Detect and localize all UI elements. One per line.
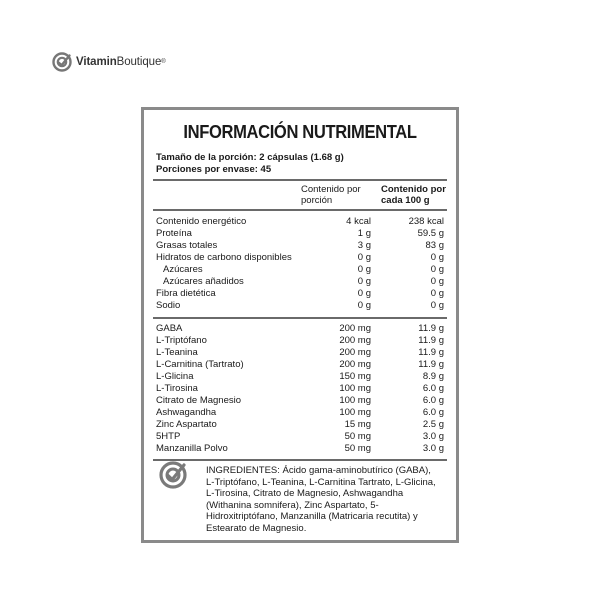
row-per-100g: 0 g [430,288,444,299]
divider [153,209,447,211]
col-header-per-serving: Contenido por porción [301,184,361,206]
table-row [156,359,444,371]
row-name: Citrato de Magnesio [156,395,242,406]
brand-name-bold: Vitamin [76,56,117,68]
row-per-100g: 59.5 g [417,228,444,239]
col-header-per-100g: Contenido por cada 100 g [381,184,446,206]
brand-name-light: Boutique [116,56,162,68]
row-name: GABA [156,323,183,334]
row-per-100g: 0 g [430,276,444,287]
brand-name [76,56,166,68]
target-check-icon [158,460,188,490]
row-per-100g: 0 g [430,300,444,311]
brand-reg-mark: ® [161,58,166,65]
row-per-serving: 15 mg [344,419,371,430]
table-row [156,252,444,264]
serving-info [156,152,344,175]
row-per-serving: 50 mg [344,431,371,442]
row-per-100g: 3.0 g [422,443,444,454]
table-row [156,443,444,455]
row-name: Grasas totales [156,240,218,251]
target-check-icon [52,52,72,72]
serving-size: Tamaño de la porción: 2 cápsulas (1.68 g) [156,152,344,163]
nutrition-label [141,107,459,543]
row-name: Manzanilla Polvo [156,443,228,454]
table-row [156,395,444,407]
table-row [156,288,444,300]
table-row [156,240,444,252]
row-per-serving: 3 g [357,240,371,251]
row-per-100g: 11.9 g [418,335,444,346]
row-per-100g: 0 g [430,252,444,263]
row-name: Proteína [156,228,192,239]
table-row [156,335,444,347]
row-per-serving: 0 g [357,300,371,311]
row-name: Contenido energético [156,216,247,227]
row-per-serving: 200 mg [339,335,371,346]
table-row [156,323,444,335]
row-per-serving: 200 mg [339,359,371,370]
row-per-100g: 238 kcal [408,216,444,227]
row-per-serving: 50 mg [344,443,371,454]
divider [153,179,447,181]
table-row [156,300,444,312]
row-per-serving: 1 g [357,228,371,239]
table-row [156,347,444,359]
row-name: Sodio [156,300,181,311]
row-per-100g: 11.9 g [418,359,444,370]
row-per-serving: 100 mg [339,383,371,394]
row-per-100g: 8.9 g [422,371,444,382]
brand-logo [52,52,166,72]
label-title: INFORMACIÓN NUTRIMENTAL [183,122,417,142]
ingredients-text: INGREDIENTES: Ácido gama-aminobutírico (GABA), L-Triptófano, L-Teanina, L-Carnitina Tartrato, L-Glicina, L-Tirosina, Citrato de Magnesio, Ashwagandha (Withanina somnifera), Zinc Aspartato, 5-Hidroxitriptófano, Manzanilla (Matricaria recutita) y Estearato de Magnesio. [206,465,436,534]
row-per-serving: 200 mg [339,323,371,334]
table-row [156,383,444,395]
row-name: Fibra dietética [156,288,216,299]
row-per-serving: 100 mg [339,407,371,418]
table-row [156,419,444,431]
row-name: Azúcares [163,264,203,275]
row-per-100g: 11.9 g [418,347,444,358]
row-per-serving: 0 g [357,252,371,263]
nutrient-table [156,216,444,312]
row-name: L-Triptófano [156,335,207,346]
divider [153,459,447,461]
row-name: Azúcares añadidos [163,276,244,287]
row-name: L-Tirosina [156,383,198,394]
row-name: L-Glicina [156,371,194,382]
row-per-100g: 83 g [425,240,444,251]
table-row [156,228,444,240]
row-per-100g: 6.0 g [422,407,444,418]
row-per-serving: 0 g [357,276,371,287]
row-name: L-Teanina [156,347,198,358]
actives-table [156,323,444,455]
row-name: Ashwagandha [156,407,217,418]
row-per-100g: 6.0 g [422,383,444,394]
servings-per-container: Porciones por envase: 45 [156,163,272,175]
row-name: 5HTP [156,431,181,442]
row-per-100g: 2.5 g [422,419,444,430]
row-per-100g: 3.0 g [422,431,444,442]
row-per-serving: 150 mg [339,371,371,382]
row-name: Zinc Aspartato [156,419,217,430]
row-per-serving: 4 kcal [346,216,371,227]
row-per-serving: 0 g [357,264,371,275]
table-row [156,407,444,419]
table-row [156,276,444,288]
row-name: L-Carnitina (Tartrato) [156,359,244,370]
table-row [156,264,444,276]
divider [153,317,447,319]
row-per-serving: 0 g [357,288,371,299]
row-per-serving: 100 mg [339,395,371,406]
row-per-serving: 200 mg [339,347,371,358]
row-name: Hidratos de carbono disponibles [156,252,292,263]
table-row [156,431,444,443]
row-per-100g: 11.9 g [418,323,444,334]
row-per-100g: 6.0 g [422,395,444,406]
table-row [156,371,444,383]
table-row [156,216,444,228]
row-per-100g: 0 g [430,264,444,275]
